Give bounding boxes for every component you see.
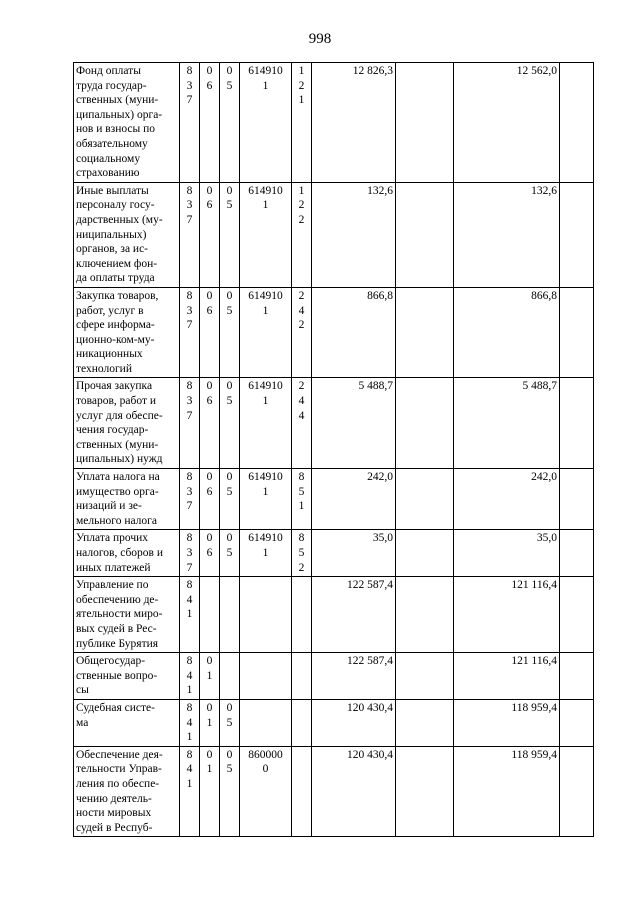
code-cell-3: [220, 469, 240, 530]
code-cell-2: [200, 182, 220, 287]
article-code-cell: [240, 653, 292, 700]
code-text-1: 8 4 1: [186, 748, 193, 790]
amount-text-2: 118 959,4: [511, 701, 557, 714]
code-text-1: 8 3 7: [186, 471, 193, 513]
expense-type-cell: [292, 469, 312, 530]
code-cell-3: [220, 577, 240, 653]
table-row: [74, 287, 594, 378]
code-text-2: 0 1: [206, 655, 213, 682]
budget-table: [73, 62, 594, 837]
amount-cell-2: [454, 653, 560, 700]
expense-type-text: 8 5 1: [298, 471, 305, 513]
empty-cell: [396, 653, 454, 700]
amount-cell-1: [312, 287, 396, 378]
row-name-cell: [74, 653, 180, 700]
empty-cell: [396, 469, 454, 530]
empty-cell: [396, 63, 454, 183]
amount-cell-2: [454, 287, 560, 378]
empty-cell-tail: [560, 182, 594, 287]
amount-cell-2: [454, 378, 560, 469]
table-row: [74, 469, 594, 530]
amount-text-2: 5 488,7: [522, 380, 557, 393]
code-cell-3: [220, 746, 240, 837]
amount-text-2: 242,0: [531, 471, 557, 484]
article-code-text: 614910 1: [248, 380, 283, 408]
row-name-text: Фонд оплаты труда государ- ственных (муни- ципальных) орга- нов и взносы по обязательному социальному страхованию: [76, 65, 163, 180]
empty-cell-tail: [560, 530, 594, 577]
expense-type-cell: [292, 182, 312, 287]
empty-cell-tail: [560, 63, 594, 183]
amount-cell-2: [454, 577, 560, 653]
table-row: [74, 182, 594, 287]
amount-text-1: 120 430,4: [347, 701, 393, 714]
amount-cell-2: [454, 469, 560, 530]
amount-text-1: 132,6: [367, 184, 393, 197]
amount-cell-1: [312, 653, 396, 700]
code-text-2: 0 6: [206, 380, 213, 408]
article-code-cell: [240, 577, 292, 653]
row-name-cell: [74, 577, 180, 653]
amount-text-2: 118 959,4: [511, 748, 557, 761]
amount-text-1: 35,0: [372, 532, 393, 545]
article-code-cell: [240, 469, 292, 530]
code-cell-3: [220, 699, 240, 746]
table-row: [74, 699, 594, 746]
code-text-2: 0 6: [206, 289, 213, 317]
amount-text-1: 12 826,3: [352, 65, 393, 77]
code-cell-3: [220, 378, 240, 469]
empty-cell: [396, 577, 454, 653]
code-cell-1: [180, 577, 200, 653]
table-row: [74, 577, 594, 653]
expense-type-text: 2 4 4: [298, 380, 305, 422]
code-cell-2: [200, 699, 220, 746]
code-cell-2: [200, 530, 220, 577]
code-cell-1: [180, 182, 200, 287]
code-cell-1: [180, 378, 200, 469]
code-text-3: 0 5: [226, 184, 233, 212]
article-code-cell: [240, 699, 292, 746]
amount-cell-2: [454, 746, 560, 837]
code-text-3: 0 5: [226, 289, 233, 317]
code-cell-3: [220, 530, 240, 577]
row-name-cell: [74, 378, 180, 469]
expense-type-cell: [292, 530, 312, 577]
code-cell-1: [180, 469, 200, 530]
empty-cell-tail: [560, 746, 594, 837]
empty-cell: [396, 746, 454, 837]
amount-cell-1: [312, 182, 396, 287]
amount-text-2: 866,8: [531, 289, 557, 302]
empty-cell: [396, 378, 454, 469]
empty-cell-tail: [560, 699, 594, 746]
code-text-1: 8 4 1: [186, 655, 193, 697]
code-cell-1: [180, 63, 200, 183]
amount-text-1: 122 587,4: [347, 655, 393, 668]
row-name-text: Закупка товаров, работ, услуг в сфере информа- ционно-ком-му- никационных технологий: [76, 289, 159, 375]
page-number: 998: [308, 31, 332, 47]
code-cell-1: [180, 699, 200, 746]
code-text-2: 0 6: [206, 65, 213, 92]
code-cell-3: [220, 182, 240, 287]
code-cell-3: [220, 63, 240, 183]
expense-type-cell: [292, 287, 312, 378]
row-name-text: Обеспечение дея- тельности Управ- ления по обеспе- чению деятель- ности мировых судей в Респуб-: [76, 748, 163, 834]
code-text-3: 0 5: [226, 748, 233, 776]
article-code-cell: [240, 287, 292, 378]
code-text-1: 8 3 7: [186, 184, 193, 226]
amount-text-1: 866,8: [367, 289, 393, 302]
article-code-text: 614910 1: [248, 184, 283, 212]
code-cell-1: [180, 530, 200, 577]
code-text-3: 0 5: [226, 380, 233, 408]
expense-type-cell: [292, 746, 312, 837]
row-name-text: Иные выплаты персоналу госу- дарственных (му- ниципальных) органов, за ис- ключением фон- да оплаты труда: [76, 184, 163, 285]
table-row: [74, 63, 594, 183]
code-cell-2: [200, 653, 220, 700]
amount-cell-1: [312, 746, 396, 837]
code-text-2: 0 6: [206, 184, 213, 212]
row-name-text: Судебная систе- ма: [76, 701, 155, 729]
amount-text-1: 122 587,4: [347, 579, 393, 592]
amount-text-2: 132,6: [531, 184, 557, 197]
article-code-cell: [240, 63, 292, 183]
row-name-text: Общегосудар- ственные вопро- сы: [76, 655, 158, 697]
amount-cell-1: [312, 378, 396, 469]
code-text-3: 0 5: [226, 471, 233, 498]
amount-cell-1: [312, 530, 396, 577]
row-name-cell: [74, 63, 180, 183]
amount-text-1: 242,0: [367, 471, 393, 484]
article-code-cell: [240, 530, 292, 577]
expense-type-text: 1 2 1: [298, 65, 305, 107]
code-cell-1: [180, 287, 200, 378]
row-name-cell: [74, 182, 180, 287]
article-code-cell: [240, 182, 292, 287]
amount-cell-2: [454, 699, 560, 746]
amount-cell-1: [312, 469, 396, 530]
expense-type-cell: [292, 577, 312, 653]
amount-text-2: 12 562,0: [516, 65, 557, 77]
row-name-cell: [74, 746, 180, 837]
code-cell-1: [180, 746, 200, 837]
row-name-text: Уплата налога на имущество орга- низаций и зе- мельного налога: [76, 471, 160, 527]
code-text-1: 8 4 1: [186, 701, 193, 744]
table-row: [74, 746, 594, 837]
row-name-cell: [74, 530, 180, 577]
row-name-cell: [74, 469, 180, 530]
article-code-text: 614910 1: [248, 471, 283, 498]
amount-cell-2: [454, 530, 560, 577]
table-row: [74, 530, 594, 577]
article-code-cell: [240, 746, 292, 837]
code-cell-3: [220, 287, 240, 378]
amount-text-1: 120 430,4: [347, 748, 393, 761]
expense-type-cell: [292, 699, 312, 746]
empty-cell: [396, 182, 454, 287]
code-cell-2: [200, 469, 220, 530]
row-name-text: Управление по обеспечению де- ятельности миро- вых судей в Рес- публике Бурятия: [76, 579, 163, 650]
empty-cell-tail: [560, 378, 594, 469]
code-text-2: 0 6: [206, 532, 213, 559]
article-code-text: 860000 0: [248, 748, 283, 776]
table-row: [74, 378, 594, 469]
empty-cell: [396, 699, 454, 746]
code-cell-2: [200, 63, 220, 183]
expense-type-cell: [292, 378, 312, 469]
amount-cell-1: [312, 63, 396, 183]
code-text-1: 8 3 7: [186, 289, 193, 332]
code-text-3: 0 5: [226, 532, 233, 559]
expense-type-cell: [292, 63, 312, 183]
amount-cell-2: [454, 63, 560, 183]
amount-cell-2: [454, 182, 560, 287]
empty-cell: [396, 287, 454, 378]
code-text-1: 8 3 7: [186, 380, 193, 422]
amount-text-2: 121 116,4: [511, 655, 557, 668]
article-code-text: 614910 1: [248, 65, 283, 92]
expense-type-cell: [292, 653, 312, 700]
code-cell-2: [200, 287, 220, 378]
empty-cell-tail: [560, 653, 594, 700]
row-name-text: Прочая закупка товаров, работ и услуг для обеспе- чения государ- ственных (муни- ципальных) нужд: [76, 380, 163, 466]
code-cell-2: [200, 577, 220, 653]
amount-text-1: 5 488,7: [358, 380, 393, 393]
code-text-2: 0 1: [206, 701, 213, 729]
article-code-text: 614910 1: [248, 532, 283, 559]
code-text-2: 0 1: [206, 748, 213, 776]
amount-text-2: 35,0: [536, 532, 557, 545]
article-code-cell: [240, 378, 292, 469]
amount-text-2: 121 116,4: [511, 579, 557, 592]
code-text-3: 0 5: [226, 701, 233, 729]
code-text-1: 8 4 1: [186, 579, 193, 621]
empty-cell-tail: [560, 577, 594, 653]
code-cell-3: [220, 653, 240, 700]
expense-type-text: 8 5 2: [298, 532, 305, 574]
empty-cell: [396, 530, 454, 577]
code-text-1: 8 3 7: [186, 532, 193, 574]
code-text-3: 0 5: [226, 65, 233, 92]
table-row: [74, 653, 594, 700]
row-name-cell: [74, 699, 180, 746]
empty-cell-tail: [560, 469, 594, 530]
expense-type-text: 1 2 2: [298, 184, 305, 226]
row-name-cell: [74, 287, 180, 378]
code-text-2: 0 6: [206, 471, 213, 498]
amount-cell-1: [312, 577, 396, 653]
budget-table-body: [74, 63, 594, 837]
expense-type-text: 2 4 2: [298, 289, 305, 332]
code-cell-1: [180, 653, 200, 700]
article-code-text: 614910 1: [248, 289, 283, 317]
code-cell-2: [200, 378, 220, 469]
code-cell-2: [200, 746, 220, 837]
code-text-1: 8 3 7: [186, 65, 193, 107]
row-name-text: Уплата прочих налогов, сборов и иных платежей: [76, 532, 164, 574]
amount-cell-1: [312, 699, 396, 746]
empty-cell-tail: [560, 287, 594, 378]
